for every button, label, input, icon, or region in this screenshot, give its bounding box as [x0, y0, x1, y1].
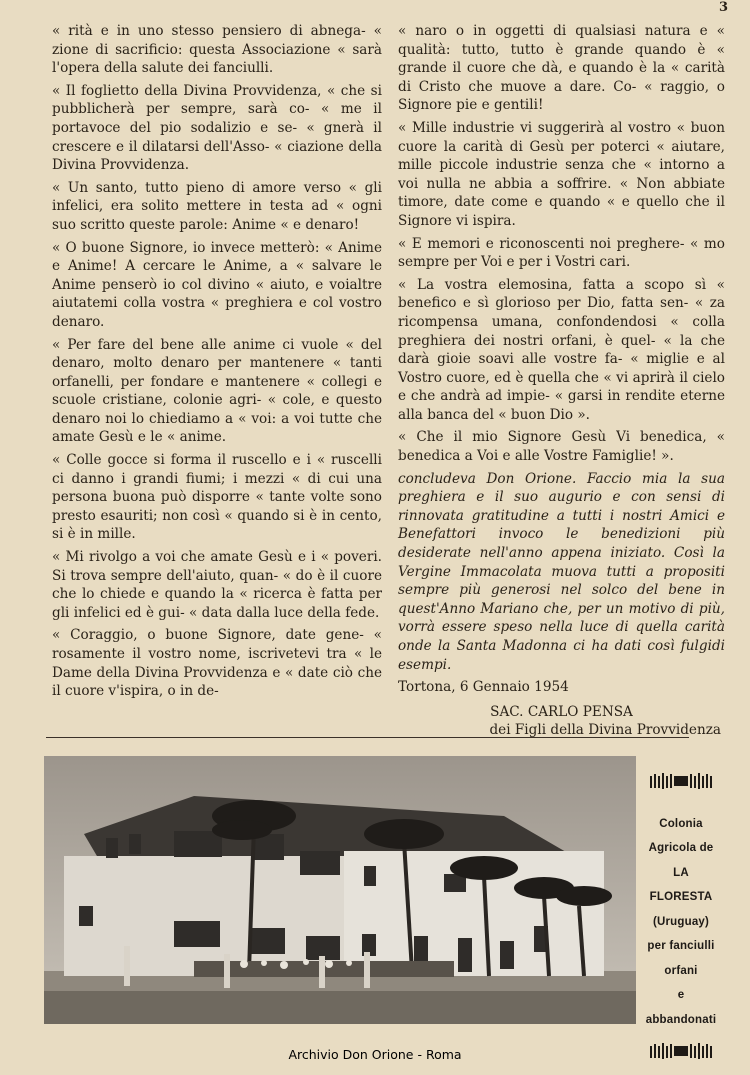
caption-line: LA FLORESTA — [649, 866, 713, 903]
page-number: 3 — [718, 0, 728, 15]
closing-lead: concludeva — [398, 470, 476, 487]
caption-line: per fanciulli — [647, 940, 715, 952]
paragraph: « Che il mio Signore Gesù Vi benedica, « benedica a Voi e alle Vostre Famiglie! ». — [398, 429, 725, 465]
paragraph: « naro o in oggetti di qualsiasi natura e « qualità: tutto, tutto è grande quando è « grande il cuore che dà, e quando è la « carità di Cristo che muove a dare. Co- « raggio, o Signore pie e gentili! — [398, 23, 725, 114]
caption-line: orfani — [664, 964, 698, 977]
paragraph: « Il foglietto della Divina Provvidenza, « che si pubblicherà per sempre, sarà co- « me il portavoce del pio sodalizio e se- « gnerà il crescere e il dilatarsi dell'Asso- « ciazione della Divina Provvidenza. — [52, 82, 382, 174]
caption-line: e abbandonati — [645, 989, 717, 1026]
paragraph: « O buone Signore, io invece metterò: « Anime e Anime! A cercare le Anime, a « salvare le Anime penserò io col divino « aiuto, e voialtre aiutatemi colla vostra « preghiera e col vostro denaro. — [52, 239, 382, 330]
caption-line: (Uruguay) — [652, 915, 710, 928]
divider-rule — [46, 737, 689, 738]
signature-name: SAC. CARLO PENSA — [490, 703, 633, 720]
paragraph: « rità e in uno stesso pensiero di abnega- « zione di sacrificio: questa Associazione « sarà l'opera della salute dei fanciulli. — [52, 23, 382, 77]
dateline: Tortona, 6 Gennaio 1954 — [398, 679, 569, 696]
signature-org: dei Figli della Divina Provvidenza — [489, 722, 721, 739]
caption-line: Agricola de — [648, 842, 714, 854]
paragraph: « Un santo, tutto pieno di amore verso « gli infelici, era solito mettere in testa ad « ogni suo scritto queste parole: Anime « e denaro! — [52, 179, 382, 233]
right-column — [398, 22, 725, 740]
caption-line: Colonia — [659, 817, 703, 830]
paragraph: « Mi rivolgo a voi che amate Gesù e i « poveri. Si trova sempre dell'aiuto, quan- « do è il cuore che lo chiede e quando la « ricerca è fatta per gli infelici ed è gui- « data dalla luce della fede. — [52, 549, 382, 621]
paragraph: « La vostra elemosina, fatta a scopo sì « benefico e sì glorioso per Dio, fatta sen- « za ricompensa umana, confondendosi « colla preghiera dei nostri orfani, è quel- « la che darà gioie soavi alle vostre fa- « miglie e al Vostro cuore, ed è quella che « vi aprirà il cielo e che andrà ad impie- « garsi in rendite eterne alla banca del « buon Dio ». — [398, 276, 725, 423]
closing-paragraph — [398, 470, 725, 675]
paragraph: « Coraggio, o buone Signore, date gene- « rosamente il vostro nome, iscrivetevi tra « le Dame della Divina Provvidenza e « date ciò che il cuore v'ispira, o in de- — [52, 627, 382, 700]
paragraph: « Colle gocce si forma il ruscello e i « ruscelli ci danno i grandi fiumi; i mezzi « di cui una persona buona può disporre « tante volte sono presto esauriti; non così « quando si è in cento, si è in mille. — [52, 452, 382, 543]
paragraph: « Mille industrie vi suggerirà al vostro « buon cuore la carità di Gesù per poterci « aiutare, mille piccole industrie senza che « intorno a voi nulla ne abbia a soffrire. « Non abbiate timore, date come e quando « e quello che il Signore vi ispira. — [398, 119, 725, 229]
ornament-top-icon — [650, 772, 712, 790]
closing-text: Don Orione. Faccio mia la sua preghiera e il suo augurio e con sensi di rinnovata gratitudine a tutti i nostri Amici e Benefattori invoco le benedizioni più desiderate nell'anno appena iniziato. Così la Vergine Immacolata muova tutti a propositi sempre più generosi nel solco del bene in quest'Anno Mariano che, per un motivo di più, vorrà essere speso nella luce di quella carità onde la Santa Madonna ci ha dati così fulgidi esempi. — [398, 470, 725, 673]
paragraph: « Per fare del bene alle anime ci vuole « del denaro, molto denaro per mantenere « tanti orfanelli, per fondare e mantenere « collegi e scuole cristiane, colonie agri- « cole, e questo denaro noi lo chiediamo a « voi: a voi tutte che amate Gesù e le « anime. — [52, 336, 382, 446]
building-photo — [44, 756, 636, 1024]
archive-footer: Archivio Don Orione - Roma — [288, 1047, 462, 1062]
photo-caption — [642, 772, 720, 1070]
left-column — [52, 22, 382, 705]
paragraph: « E memori e riconoscenti noi preghere- « mo sempre per Voi e per i Vostri cari. — [398, 235, 725, 271]
